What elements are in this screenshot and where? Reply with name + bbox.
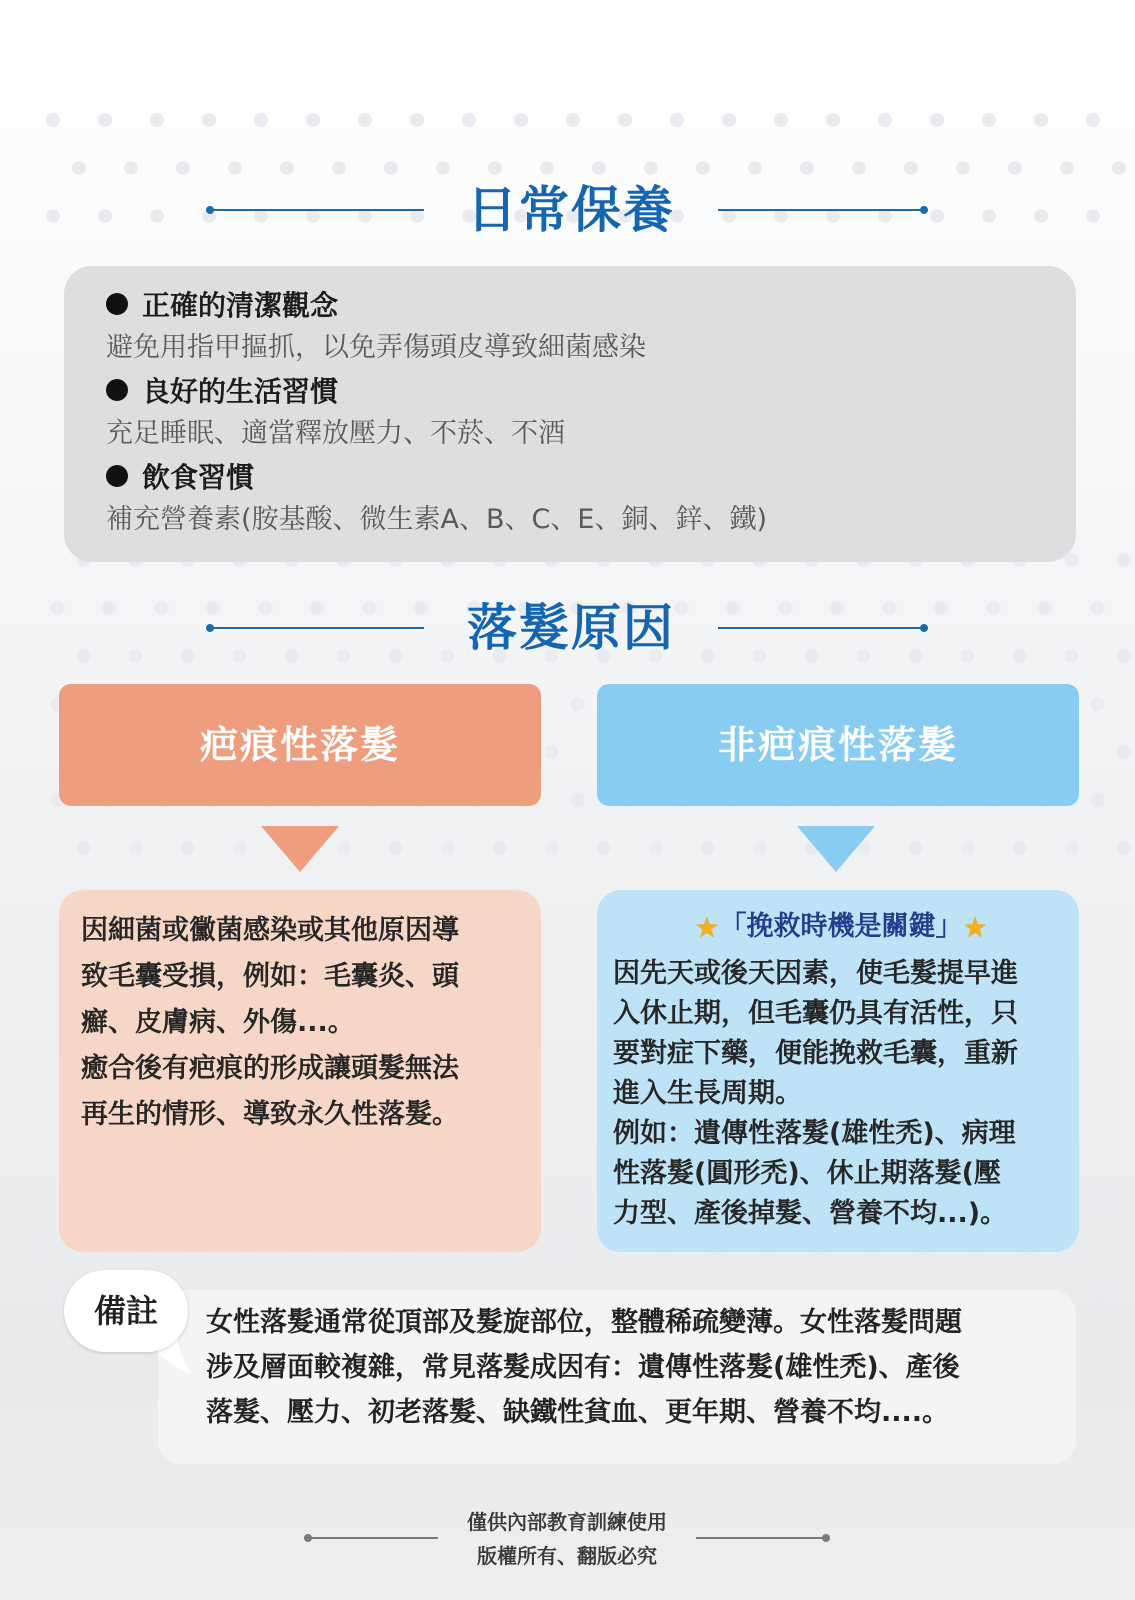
- bullet-dot-icon: [106, 465, 128, 487]
- care-item-cleaning: [106, 286, 646, 368]
- background-dot: [908, 841, 922, 855]
- background-dot: [1090, 793, 1104, 807]
- highlight-text: 「挽救時機是關鍵」: [719, 911, 963, 942]
- background-dot: [1064, 553, 1078, 567]
- footer: [0, 1500, 1135, 1580]
- background-dot: [76, 841, 90, 855]
- background-dot: [1073, 1241, 1087, 1255]
- background-dot: [826, 113, 840, 127]
- description-line: 進入生長周期。: [613, 1078, 802, 1109]
- background-dot: [566, 113, 580, 127]
- care-item-diet: [106, 458, 767, 540]
- description-line: 力型、產後掉髮、營養不均...)。: [613, 1198, 1008, 1229]
- footer-line-right: [696, 1537, 826, 1539]
- care-item-heading: 飲食習慣: [142, 461, 255, 494]
- description-line: 再生的情形、導致永久性落髮。: [81, 1099, 459, 1130]
- note-line: 落髮、壓力、初老落髮、缺鐵性貧血、更年期、營養不均....。: [206, 1397, 950, 1428]
- background-dot: [306, 113, 320, 127]
- background-dot: [388, 841, 402, 855]
- title-divider-line-right: [718, 209, 928, 211]
- care-item-heading: 正確的清潔觀念: [142, 289, 339, 322]
- background-dot: [232, 841, 246, 855]
- background-dot: [544, 745, 558, 759]
- background-dot: [254, 113, 268, 127]
- care-item-description: 充足睡眠、適當釋放壓力、不菸、不酒: [106, 418, 565, 449]
- bullet-dot-icon: [106, 293, 128, 315]
- daily-care-title-block: [0, 170, 1135, 250]
- description-line: 入休止期，但毛囊仍具有活性，只: [613, 998, 1018, 1029]
- background-dot: [150, 113, 164, 127]
- title-divider-line-right: [718, 627, 928, 629]
- daily-care-panel: [64, 266, 1076, 562]
- background-dot: [1064, 841, 1078, 855]
- background-dot: [462, 113, 476, 127]
- background-dot: [648, 841, 662, 855]
- rescue-timing-highlight: [613, 904, 1069, 950]
- star-icon: ★: [962, 910, 988, 944]
- background-dot: [579, 1193, 593, 1207]
- background-dot: [33, 1241, 47, 1255]
- footer-dot-right: [822, 1534, 830, 1542]
- background-dot: [553, 1241, 567, 1255]
- background-dot: [618, 113, 632, 127]
- description-line: 因先天或後天因素，使毛髮提早進: [613, 958, 1018, 989]
- background-dot: [960, 841, 974, 855]
- background-dot: [570, 697, 584, 711]
- description-line: 癬、皮膚病、外傷...。: [81, 1007, 355, 1038]
- note-line: 涉及層面較複雜，常見落髮成因有：遺傳性落髮(雄性禿)、產後: [206, 1352, 960, 1383]
- background-dot: [1116, 745, 1130, 759]
- non-scarring-hair-loss-header: 非疤痕性落髮: [597, 684, 1079, 806]
- background-dot: [1099, 1193, 1113, 1207]
- background-dot: [722, 113, 736, 127]
- note-box: [158, 1290, 1076, 1464]
- background-dot: [202, 113, 216, 127]
- care-item-heading: 良好的生活習慣: [142, 375, 339, 408]
- title-divider-dot-right: [920, 206, 928, 214]
- background-dot: [1116, 553, 1130, 567]
- down-triangle-icon: [261, 826, 339, 872]
- title-divider-dot-left: [206, 624, 214, 632]
- title-divider-line-left: [210, 209, 424, 211]
- daily-care-title: 日常保養: [467, 181, 675, 239]
- background-dot: [46, 113, 60, 127]
- footer-line-left: [308, 1537, 438, 1539]
- background-dot: [440, 841, 454, 855]
- background-dot: [930, 113, 944, 127]
- background-dot: [700, 841, 714, 855]
- footer-copyright-text: 版權所有、翻版必究: [477, 1544, 657, 1568]
- background-dot: [492, 841, 506, 855]
- down-triangle-icon: [797, 826, 875, 872]
- note-line: 女性落髮通常從頂部及髮旋部位，整體稀疏變薄。女性落髮問題: [206, 1307, 962, 1338]
- description-line: 例如：遺傳性落髮(雄性禿)、病理: [613, 1118, 1016, 1149]
- background-dot: [878, 113, 892, 127]
- care-item-description: 補充營養素(胺基酸、微生素A、B、C、E、銅、鋅、鐵): [106, 504, 767, 535]
- care-item-description: 避免用指甲摳抓，以免弄傷頭皮導致細菌感染: [106, 332, 646, 363]
- hair-loss-title-block: [0, 588, 1135, 668]
- title-divider-line-left: [210, 627, 424, 629]
- background-dot: [180, 841, 194, 855]
- description-line: 致毛囊受損，例如：毛囊炎、頭: [81, 961, 459, 992]
- background-dot: [982, 113, 996, 127]
- background-dot: [1116, 841, 1130, 855]
- background-dot: [1012, 841, 1026, 855]
- non-scarring-hair-loss-description: [597, 890, 1079, 1252]
- hair-loss-title: 落髮原因: [467, 599, 675, 657]
- bullet-dot-icon: [106, 379, 128, 401]
- background-dot: [128, 841, 142, 855]
- background-dot: [1099, 1289, 1113, 1303]
- background-dot: [596, 841, 610, 855]
- background-dot: [774, 113, 788, 127]
- background-dot: [514, 113, 528, 127]
- scarring-hair-loss-header: 疤痕性落髮: [59, 684, 541, 806]
- description-line: 癒合後有疤痕的形成讓頭髮無法: [81, 1053, 459, 1084]
- background-dot: [410, 113, 424, 127]
- background-dot: [670, 113, 684, 127]
- star-icon: ★: [694, 910, 720, 944]
- description-line: 性落髮(圓形禿)、休止期落髮(壓: [613, 1158, 1002, 1189]
- background-dot: [1086, 113, 1100, 127]
- scarring-hair-loss-description: [59, 890, 541, 1252]
- description-line: 因細菌或黴菌感染或其他原因導: [81, 915, 459, 946]
- description-line: 要對症下藥，便能挽救毛囊，重新: [613, 1038, 1018, 1069]
- care-item-lifestyle: [106, 372, 565, 454]
- title-divider-dot-right: [920, 624, 928, 632]
- footer-internal-use-text: 僅供內部教育訓練使用: [467, 1510, 667, 1534]
- background-dot: [358, 113, 372, 127]
- background-dot: [1090, 697, 1104, 711]
- footer-dot-left: [304, 1534, 312, 1542]
- background-dot: [98, 113, 112, 127]
- background-dot: [570, 793, 584, 807]
- title-divider-dot-left: [206, 206, 214, 214]
- note-label-bubble: 備註: [64, 1270, 188, 1352]
- background-dot: [1034, 113, 1048, 127]
- background-dot: [544, 841, 558, 855]
- background-dot: [752, 841, 766, 855]
